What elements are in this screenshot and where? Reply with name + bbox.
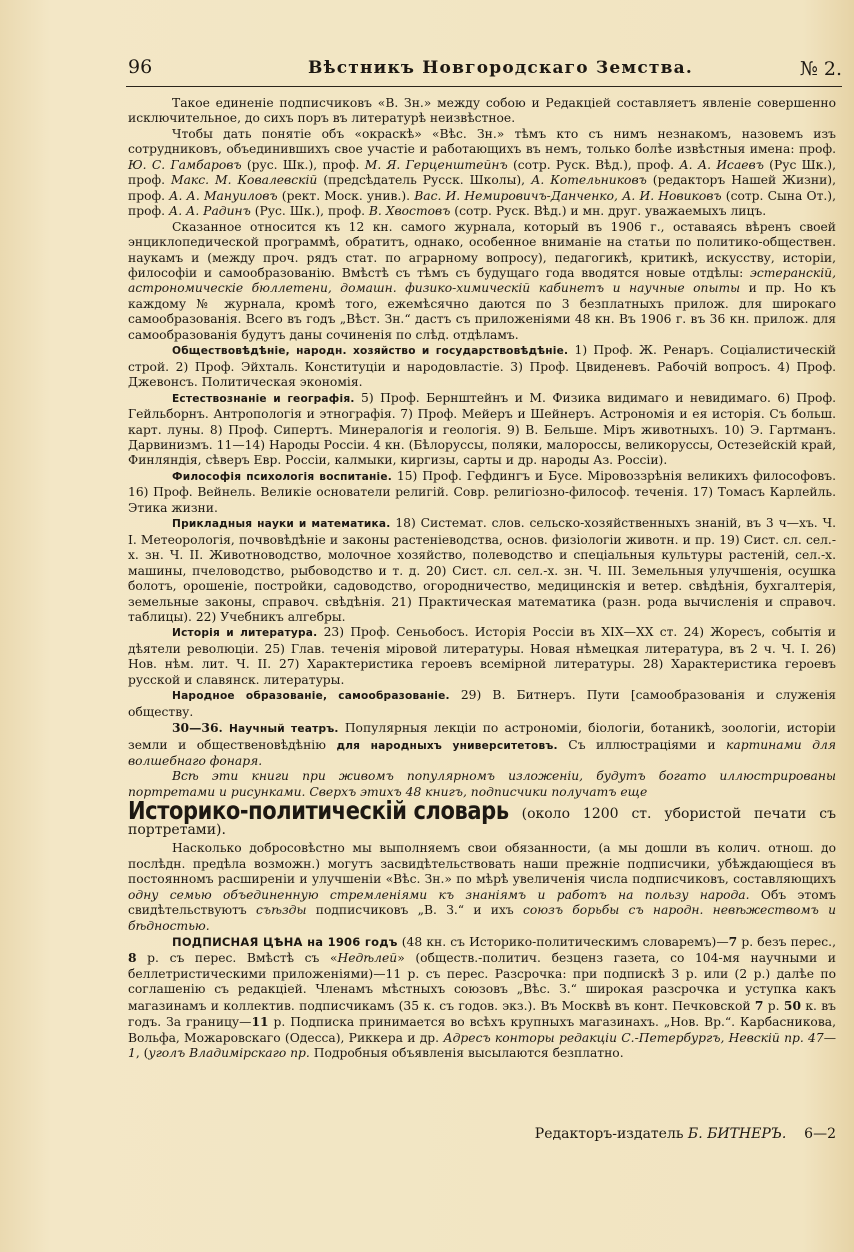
section-natural-science: Естествознаніе и географія. 5) Проф. Бернштейнъ и М. Физика видимаго и невидимаго. 6) Проф. Гейльборнъ. Антропологія и этнографія. 7) Проф. Мейеръ и Шейнеръ. Астрономія и ея исторія. Съ больш. карт. луны. 8) Проф. Сипертъ. Минералогія и геологія. 9) В. Бельше. Міръ животныхъ. 10) Э. Гартманъ. Дарвинизмъ. 11—14) Народы Россіи. 4 кн. (Бѣлоруссы, поляки, малороссы, великоруссы, Остезейскій край, Финляндія, сѣверъ Евр. Россіи, калмыки, киргизы, сарты и др. народы Аз. Россіи). xyxy=(128,390,836,468)
section-heading: Исторія и литература. xyxy=(172,627,318,640)
section-philosophy: Философія психологія воспитаніе. 15) Проф. Гефдингъ и Бусе. Міровоззрѣнія великихъ философовъ. 16) Проф. Вейнель. Великіе основатели религій. Совр. религіозно-философ. теченія. 17) Томасъ Карлейль. Этика жизни. xyxy=(128,468,836,515)
paragraph-unity: Такое единеніе подписчиковъ «В. Зн.» между собою и Редакціей составляетъ явленіе совершенно исключительное, до сихъ поръ въ литературѣ неизвѣстное. xyxy=(128,96,836,126)
paragraph-contributors: Чтобы дать понятіе объ «окраскѣ» «Вѣс. Зн.» тѣмъ кто съ нимъ незнакомъ, назовемъ изъ сотрудниковъ, объединившихъ свое участіе и работающихъ въ немъ, только болѣе извѣстныя имена: проф. Ю. С. Гамбаровъ (рус. Шк.), проф. М. Я. Герценштейнъ (сотр. Руск. Вѣд.), проф. А. А. Исаевъ (Рус Шк.), проф. Макс. М. Ковалевскій (предсѣдатель Русск. Школы), А. Котельниковъ (редакторъ Нашей Жизни), проф. А. А. Мануиловъ (рект. Моск. унив.). Вас. И. Немировичъ-Данченко, А. И. Новиковъ (сотр. Сына От.), проф. А. А. Радинъ (Рус. Шк.), проф. В. Хвостовъ (сотр. Руск. Вѣд.) и мн. друг. уважаемыхъ лицъ. xyxy=(128,126,836,219)
section-heading: Научный театръ. xyxy=(222,723,339,736)
section-social-science: Обществовѣдѣніе, народн. хозяйство и государствовѣдѣніе. 1) Проф. Ж. Ренаръ. Соціалистическій строй. 2) Проф. Эйхталь. Конституціи и народовластіе. 3) Проф. Цвиденевъ. Рабочій вопросъ. 4) Проф. Джевонсъ. Политическая экономія. xyxy=(128,343,837,390)
dictionary-title-line xyxy=(128,797,836,838)
dictionary-note: (около 1200 ст. убористой печати съ портретами). xyxy=(128,806,836,838)
page-header xyxy=(128,56,842,84)
section-heading: Естествознаніе и географія. xyxy=(172,392,355,405)
editor-signature: Редакторъ-издатель Б. БИТНЕРЪ. 6—2 xyxy=(534,1126,836,1142)
print-code: 6—2 xyxy=(804,1126,836,1142)
section-history-literature: Исторія и литература. 23) Проф. Сеньобосъ. Исторія Россіи въ XIX—XX ст. 24) Жоресъ, событія и дѣятели революціи. 25) Глав. теченія міровой литературы. Новая нѣмецкая литература, въ 2 ч. Ч. I. 26) Нов. нѣм. лит. Ч. II. 27) Характеристика героевъ всемірной литературы. 28) Характеристика героевъ русской и славянск. литературы. xyxy=(128,625,836,687)
section-heading: Философія психологія воспитаніе. xyxy=(172,470,392,483)
illustrations-note: Всѣ эти книги при живомъ популярномъ изложеніи, будутъ богато иллюстрированы портретами и рисунками. Сверхъ этихъ 48 книгъ, подписчики получатъ еще xyxy=(128,769,836,799)
price-heading: ПОДПИСНАЯ ЦѢНА на 1906 годъ xyxy=(172,935,398,950)
paragraph-subscribers: Насколько добросовѣстно мы выполняемъ свои обязанности, (а мы дошли въ колич. отнош. до послѣдн. предѣла возможн.) могутъ засвидѣтельствовать наши прежніе подписчики, убѣждающіеся въ постоянномъ расширеніи и улучшеніи «Вѣс. Зн.» по мѣрѣ увеличенія числа подписчиковъ, составляющихъ одну семью объединенную стремленіями къ знаніямъ и работъ на пользу народа. Объ этомъ свидѣтельствуютъ съѣзды подписчиковъ „В. З.“ и ихъ союзъ борьбы съ народн. невѣжествомъ и бѣдностью. xyxy=(128,841,837,933)
office-address: Адресъ конторы редакціи С.-Петербургъ, Невскій пр. 47—1 xyxy=(128,1030,836,1061)
editor-name: Б. БИТНЕРЪ. xyxy=(687,1126,787,1142)
section-education: Народное образованіе, самообразованіе. 29) В. Битнеръ. Пути [самообразованія и служенія обществу. xyxy=(128,688,836,719)
section-heading: Обществовѣдѣніе, народн. хозяйство и государствовѣдѣніе. xyxy=(172,345,569,358)
issue-number: № 2. xyxy=(799,58,842,80)
section-science-theatre: 30—36. Научный театръ. Популярныя лекціи по астрономіи, біологіи, ботаникѣ, зоологіи, исторіи земли и общественовѣдѣнію для народныхъ университетовъ. Съ иллюстраціями и картинами для волшебнаго фонаря. xyxy=(128,720,836,769)
paragraph-subscription-price: ПОДПИСНАЯ ЦѢНА на 1906 годъ (48 кн. съ Историко-политическимъ словаремъ)—7 р. безъ перес., 8 р. съ перес. Вмѣстѣ съ «Недѣлей» (обществ.-политич. безценз газета, со 104-мя научными и беллетристическими приложеніями)—11 р. съ перес. Разсрочка: при подпискѣ 3 р. или (2 р.) далѣе по соглашенію съ редакціей. Членамъ мѣстныхъ союзовъ „Вѣс. З.“ широкая разсрочка и уступка какъ магазинамъ и коллектив. подписчикамъ (35 к. съ годов. экз.). Въ Москвѣ въ конт. Печковской 7 р. 50 к. въ годъ. За границу—11 р. Подписка принимается во всѣхъ крупныхъ магазинахъ. „Нов. Вр.“. Карбасникова, Вольфа, Можаровскаго (Одесса), Риккера и др. Адресъ конторы редакціи С.-Петербургъ, Невскій пр. 47—1, (уголъ Владимірскаго пр. Подробныя объявленія высылаются безплатно. xyxy=(128,934,836,1061)
running-title: Вѣстникъ Новгородскаго Земства. xyxy=(308,58,694,78)
section-applied-science: Прикладныя науки и математика. 18) Системат. слов. сельско-хозяйственныхъ знаній, въ 3 ч—хъ. Ч. I. Метеорологія, почвовѣдѣніе и законы растеніеводства, основ. физіологіи животн. и пр. 19) Сист. сл. сел.-х. зн. Ч. II. Животноводство, молочное хозяйство, полеводство и спеціальныя культуры растеній, сел.-х. машины, пчеловодство, рыбоводство и т. д. 20) Сист. сл. сел.-х. зн. Ч. III. Земельныя улучшенія, осушка болотъ, орошеніе, постройки, садоводство, огородничество, медицинскія и ветер. свѣдѣнія, бухгалтерія, земельные законы, справоч. свѣдѣнія. 21) Практическая математика (разн. рода вычисленія и справоч. таблицы). 22) Учебникъ алгебры. xyxy=(128,516,836,624)
page-number: 96 xyxy=(128,56,153,78)
header-rule xyxy=(126,86,842,87)
section-heading: Прикладныя науки и математика. xyxy=(172,518,391,531)
dictionary-title: Историко-политическій словарь xyxy=(128,797,509,826)
section-heading: Народное образованіе, самообразованіе. xyxy=(172,690,450,703)
article-body xyxy=(128,96,836,1062)
paragraph-program: Сказанное относится къ 12 кн. самого журнала, который въ 1906 г., оставаясь вѣренъ своей энциклопедической программѣ, обратитъ, однако, особенное вниманіе на статьи по политико-обществен. наукамъ и (между проч. рядъ стат. по аграрному вопросу), педагогикѣ, критикѣ, искусству, исторіи, философіи и самообразованію. Вмѣстѣ съ тѣмъ съ будущаго года вводятся новые отдѣлы: эстеранскій, астрономическіе бюллетени, домашн. физико-химическій кабинетъ и научные опыты и пр. Но къ каждому № журнала, кромѣ того, ежемѣсячно даются по 3 безплатныхъ прилож. для широкаго самообразованія. Всего въ годъ „Вѣст. Зн.“ дастъ съ приложеніями 48 кн. Въ 1906 г. въ 36 кн. прилож. для самообразованія будутъ даны сочиненія по слѣд. отдѣламъ. xyxy=(128,219,836,342)
